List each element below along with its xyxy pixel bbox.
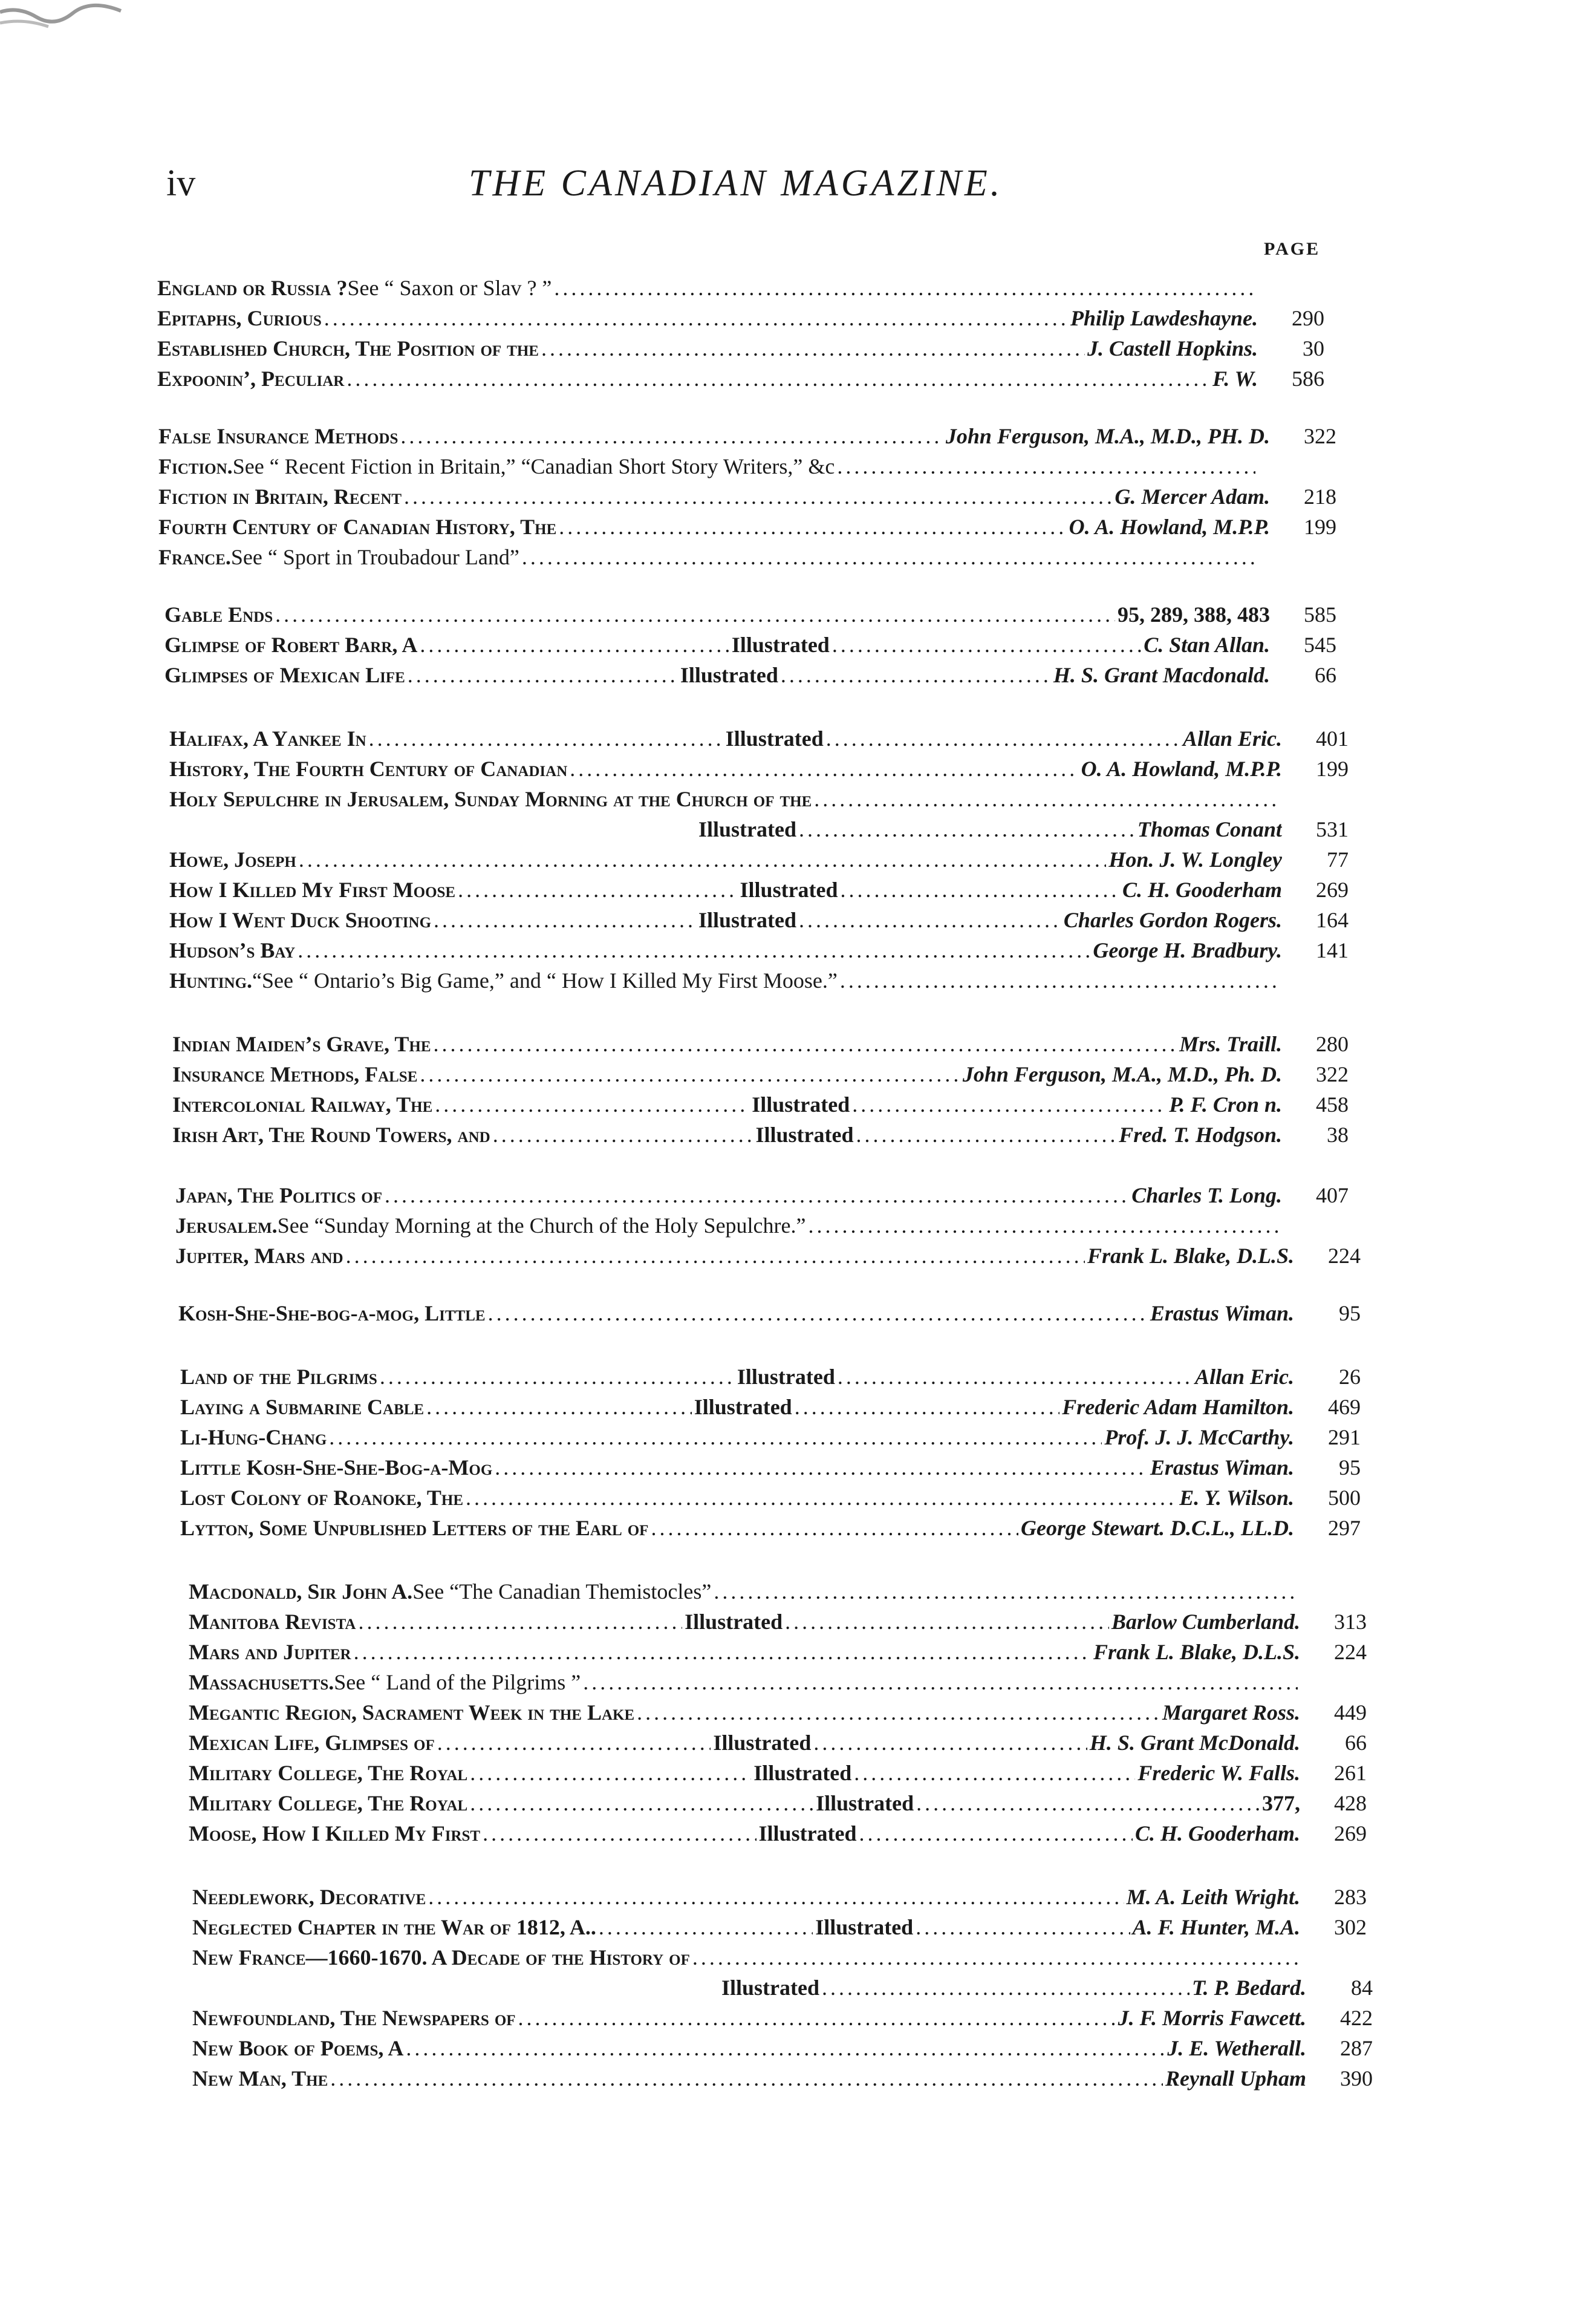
entry-page-number: 586 — [1292, 367, 1324, 391]
index-entry — [172, 1092, 1282, 1122]
entry-page-number: 531 — [1316, 817, 1349, 841]
entry-title: Lost Colony of Roanoke, The — [180, 1486, 464, 1510]
entry-page-number: 26 — [1339, 1365, 1361, 1389]
entry-cross-reference: See “ Sport in Troubadour Land” — [230, 545, 519, 569]
dot-leader — [813, 1730, 1087, 1755]
illustrated-label: Illustrated — [731, 633, 830, 657]
entry-author: George H. Bradbury. — [1093, 938, 1282, 962]
entry-page-number: 199 — [1304, 515, 1336, 539]
entry-page-number: 287 — [1340, 2036, 1373, 2060]
entry-title: Established Church, The Position of the — [157, 336, 539, 361]
dot-leader — [369, 726, 723, 751]
index-entry — [189, 1760, 1300, 1790]
entry-extra-pages: 377, — [1262, 1791, 1300, 1815]
dot-leader — [583, 1670, 1298, 1695]
illustrated-label: Illustrated — [758, 1821, 857, 1846]
dot-leader — [781, 662, 1051, 688]
entry-author: John Ferguson, M.A., M.D., PH. D. — [945, 424, 1270, 448]
dot-leader — [434, 1031, 1177, 1057]
dot-leader — [330, 2066, 1163, 2091]
entry-title: Li-Hung-Chang — [180, 1425, 327, 1449]
entry-page-number: 283 — [1334, 1885, 1367, 1909]
entry-title: New France—1660-1670. A Decade of the History of — [192, 1945, 690, 1970]
entry-page-number: 422 — [1340, 2006, 1373, 2030]
entry-extra-pages: 95, 289, 388, 483 — [1118, 602, 1270, 627]
index-entry — [157, 366, 1258, 396]
dot-leader — [554, 275, 1255, 301]
entry-author: Frank L. Blake, D.L.S. — [1093, 1640, 1300, 1664]
entry-title: Needlework, Decorative — [192, 1885, 426, 1909]
entry-author: Prof. J. J. McCarthy. — [1104, 1425, 1294, 1449]
entry-title: Newfoundland, The Newspapers of — [192, 2006, 516, 2030]
entry-title: Military College, The Royal — [189, 1761, 468, 1785]
page-folio: iv — [166, 163, 196, 204]
entry-page-number: 390 — [1340, 2066, 1373, 2091]
entry-title: Manitoba Revista — [189, 1610, 356, 1634]
entry-title: Irish Art, The Round Towers, and — [172, 1123, 490, 1147]
dot-leader — [299, 847, 1106, 872]
entry-page-number: 95 — [1339, 1455, 1361, 1480]
dot-leader — [483, 1821, 756, 1846]
entry-title: Fourth Century of Canadian History, The — [158, 515, 557, 539]
entry-author: Philip Lawdeshayne. — [1070, 306, 1258, 330]
dot-leader — [470, 1760, 751, 1786]
dot-leader — [358, 1609, 682, 1634]
index-entry — [158, 484, 1270, 514]
index-entry — [175, 1183, 1282, 1213]
illustrated-label: Illustrated — [713, 1731, 812, 1755]
entry-author: C. H. Gooderham. — [1134, 1821, 1300, 1846]
entry-author: Charles Gordon Rogers. — [1063, 908, 1282, 932]
page-column-label: PAGE — [1264, 239, 1321, 259]
dot-leader — [795, 1394, 1060, 1420]
entry-author: Charles T. Long. — [1131, 1183, 1282, 1207]
entry-page-number: 322 — [1304, 424, 1336, 448]
dot-leader — [354, 1639, 1091, 1665]
index-entry — [189, 1730, 1300, 1760]
index-entry — [175, 1213, 1282, 1243]
entry-title: Mexican Life, Glimpses of — [189, 1731, 435, 1755]
entry-title: Moose, How I Killed My First — [189, 1821, 481, 1846]
dot-leader — [426, 1394, 692, 1420]
index-entry — [180, 1425, 1294, 1455]
entry-author: Frederic Adam Hamilton. — [1062, 1395, 1294, 1419]
dot-leader — [346, 1243, 1085, 1268]
dot-leader — [854, 1760, 1135, 1786]
entry-author: P. F. Cron n. — [1169, 1092, 1282, 1117]
index-entry — [169, 726, 1282, 756]
entry-page-number: 428 — [1334, 1791, 1367, 1815]
entry-author: G. Mercer Adam. — [1115, 485, 1270, 509]
entry-title: Epitaphs, Curious — [157, 306, 322, 330]
entry-page-number: 545 — [1304, 633, 1336, 657]
entry-page-number: 401 — [1316, 726, 1349, 751]
index-entry — [169, 938, 1282, 968]
dot-leader — [420, 1062, 960, 1087]
entry-page-number: 199 — [1316, 757, 1349, 781]
entry-page-number: 313 — [1334, 1610, 1367, 1634]
entry-author: O. A. Howland, M.P.P. — [1069, 515, 1270, 539]
entry-title: Glimpse of Robert Barr, A — [164, 633, 418, 657]
illustrated-label: Illustrated — [816, 1791, 914, 1815]
entry-title: Jerusalem. — [175, 1213, 278, 1238]
magazine-title: THE CANADIAN MAGAZINE. — [469, 163, 1003, 204]
entry-author: H. S. Grant McDonald. — [1089, 1731, 1300, 1755]
entry-author: O. A. Howland, M.P.P. — [1081, 757, 1282, 781]
illustrated-label: Illustrated — [752, 1092, 850, 1117]
index-entry — [175, 1243, 1294, 1273]
entry-author: E. Y. Wilson. — [1179, 1486, 1294, 1510]
entry-page-number: 66 — [1315, 663, 1336, 687]
entry-page-number: 302 — [1334, 1915, 1367, 1939]
entry-title: Macdonald, Sir John A. — [189, 1579, 413, 1604]
index-entry — [192, 1945, 1300, 1975]
entry-page-number: 30 — [1303, 336, 1324, 361]
entry-author: Reynall Upham — [1165, 2066, 1306, 2091]
entry-page-number: 500 — [1328, 1486, 1361, 1510]
entry-page-number: 95 — [1339, 1301, 1361, 1325]
index-entry — [189, 1579, 1300, 1609]
index-entry — [189, 1670, 1300, 1700]
entry-page-number: 585 — [1304, 602, 1336, 627]
entry-page-number: 269 — [1334, 1821, 1367, 1846]
index-entry — [192, 1914, 1300, 1945]
index-entry — [180, 1364, 1294, 1394]
entry-title: Expoonin’, Peculiar — [157, 367, 345, 391]
entry-title: Halifax, A Yankee In — [169, 726, 366, 751]
entry-title: Land of the Pilgrims — [180, 1365, 377, 1389]
entry-title: England or Russia ? — [157, 276, 348, 300]
entry-title: Lytton, Some Unpublished Letters of the Earl of — [180, 1516, 649, 1540]
entry-author: Frank L. Blake, D.L.S. — [1087, 1244, 1294, 1268]
dot-leader — [785, 1609, 1109, 1634]
illustrated-label: Illustrated — [721, 1976, 819, 2000]
entry-page-number: 458 — [1316, 1092, 1349, 1117]
dot-leader — [518, 2005, 1116, 2031]
dot-leader — [404, 484, 1112, 509]
dot-leader — [859, 1821, 1133, 1846]
entry-title: Neglected Chapter in the War of 1812, A.. — [192, 1915, 596, 1939]
entry-author: Margaret Ross. — [1162, 1700, 1300, 1725]
entry-page-number: 297 — [1328, 1516, 1361, 1540]
illustrated-label: Illustrated — [725, 726, 824, 751]
entry-title: Glimpses of Mexican Life — [164, 663, 405, 687]
entry-author: Allan Eric. — [1194, 1365, 1294, 1389]
illustrated-label: Illustrated — [737, 1365, 835, 1389]
dot-leader — [840, 968, 1280, 993]
dot-leader — [799, 817, 1135, 842]
index-entry — [192, 1884, 1300, 1914]
dot-leader — [488, 1301, 1148, 1326]
entry-cross-reference: See “ Recent Fiction in Britain,” “Canadian Short Story Writers,” &c — [232, 454, 835, 478]
entry-author: J. E. Wetherall. — [1167, 2036, 1306, 2060]
dot-leader — [852, 1092, 1167, 1117]
dot-leader — [808, 1213, 1280, 1238]
entry-page-number: 290 — [1292, 306, 1324, 330]
dot-leader — [916, 1914, 1130, 1940]
entry-title: Hunting. — [169, 968, 253, 993]
illustrated-label: Illustrated — [698, 908, 796, 932]
index-entry — [189, 1790, 1300, 1821]
entry-page-number: 224 — [1328, 1244, 1361, 1268]
entry-title: Insurance Methods, False — [172, 1062, 418, 1086]
index-entry — [698, 817, 1282, 847]
illustrated-label: Illustrated — [680, 663, 778, 687]
entry-title: Gable Ends — [164, 602, 273, 627]
dot-leader — [692, 1945, 1298, 1970]
index-entry — [157, 275, 1258, 305]
illustrated-label: Illustrated — [740, 878, 838, 902]
index-entry — [169, 847, 1282, 877]
entry-page-number: 291 — [1328, 1425, 1361, 1449]
entry-author: John Ferguson, M.A., M.D., Ph. D. — [962, 1062, 1282, 1086]
entry-page-number: 218 — [1304, 485, 1336, 509]
dot-leader — [714, 1579, 1298, 1604]
index-entry — [157, 305, 1258, 336]
dot-leader — [408, 662, 678, 688]
entry-title: New Book of Poems, A — [192, 2036, 404, 2060]
index-entry — [158, 423, 1270, 454]
index-entry — [189, 1821, 1300, 1851]
index-entry — [172, 1031, 1282, 1062]
dot-leader — [458, 877, 737, 903]
dot-leader — [837, 454, 1255, 479]
dot-leader — [493, 1122, 753, 1147]
index-entry — [192, 2035, 1306, 2066]
entry-title: False Insurance Methods — [158, 424, 399, 448]
entry-page-number: 407 — [1316, 1183, 1349, 1207]
illustrated-label: Illustrated — [694, 1395, 792, 1419]
index-entry — [158, 544, 1258, 575]
entry-author: Thomas Conant — [1137, 817, 1282, 841]
entry-title: Howe, Joseph — [169, 847, 296, 872]
dot-leader — [406, 2035, 1165, 2061]
entry-author: Frederic W. Falls. — [1137, 1761, 1300, 1785]
index-entry — [164, 602, 1270, 632]
index-entry — [189, 1700, 1300, 1730]
entry-author: Barlow Cumberland. — [1111, 1610, 1300, 1634]
dot-leader — [559, 514, 1066, 540]
index-entry — [158, 454, 1258, 484]
index-entry — [180, 1485, 1294, 1515]
dot-leader — [522, 544, 1255, 570]
entry-title: Massachusetts. — [189, 1670, 334, 1694]
dot-leader — [651, 1515, 1018, 1541]
dot-leader — [329, 1425, 1102, 1450]
entry-page-number: 84 — [1351, 1976, 1373, 2000]
entry-title: Military College, The Royal — [189, 1791, 468, 1815]
index-entry — [180, 1394, 1294, 1425]
entry-page-number: 449 — [1334, 1700, 1367, 1725]
index-entry — [169, 877, 1282, 907]
dot-leader — [466, 1485, 1177, 1510]
dot-leader — [832, 632, 1141, 658]
dot-leader — [826, 726, 1180, 751]
entry-title: New Man, The — [192, 2066, 328, 2091]
entry-author: Erastus Wiman. — [1150, 1455, 1294, 1480]
entry-author: A. F. Hunter, M.A. — [1132, 1915, 1300, 1939]
entry-title: Megantic Region, Sacrament Week in the Lake — [189, 1700, 635, 1725]
entry-title: History, The Fourth Century of Canadian — [169, 757, 568, 781]
entry-author: T. P. Bedard. — [1191, 1976, 1306, 2000]
dot-leader — [856, 1122, 1116, 1147]
index-entry — [189, 1609, 1300, 1639]
illustrated-label: Illustrated — [685, 1610, 783, 1634]
illustrated-label: Illustrated — [753, 1761, 852, 1785]
entry-author: Fred. T. Hodgson. — [1119, 1123, 1282, 1147]
dot-leader — [570, 756, 1078, 782]
illustrated-label: Illustrated — [698, 817, 796, 841]
dot-leader — [495, 1455, 1148, 1480]
illustrated-label: Illustrated — [755, 1123, 854, 1147]
entry-title: Fiction in Britain, Recent — [158, 485, 402, 509]
entry-cross-reference: See “ Saxon or Slav ? ” — [347, 276, 552, 300]
entry-title: Intercolonial Railway, The — [172, 1092, 433, 1117]
entry-author: C. H. Gooderham — [1122, 878, 1282, 902]
dot-leader — [822, 1975, 1189, 2000]
dot-leader — [434, 907, 696, 933]
index-entry — [164, 662, 1270, 693]
entry-page-number: 38 — [1327, 1123, 1349, 1147]
dot-leader — [347, 366, 1210, 391]
entry-cross-reference: See “Sunday Morning at the Church of the Holy Sepulchre.” — [277, 1213, 806, 1238]
dot-leader — [814, 786, 1280, 812]
entry-author: Hon. J. W. Longley — [1108, 847, 1282, 872]
index-entry — [192, 2005, 1306, 2035]
dot-leader — [470, 1790, 813, 1816]
illustrated-label: Illustrated — [815, 1915, 914, 1939]
dot-leader — [380, 1364, 735, 1389]
entry-title: Holy Sepulchre in Jerusalem, Sunday Morning at the Church of the — [169, 787, 812, 811]
dot-leader — [420, 632, 729, 658]
dot-leader — [541, 336, 1085, 361]
entry-author: M. A. Leith Wright. — [1126, 1885, 1300, 1909]
index-entry — [180, 1515, 1294, 1546]
index-entry — [721, 1975, 1306, 2005]
index-entry — [172, 1062, 1282, 1092]
entry-author: J. F. Morris Fawcett. — [1118, 2006, 1306, 2030]
index-entry — [172, 1122, 1282, 1152]
dot-leader — [400, 423, 943, 449]
entry-title: How I Went Duck Shooting — [169, 908, 432, 932]
index-entry — [169, 968, 1282, 998]
entry-cross-reference: “See “ Ontario’s Big Game,” and “ How I Killed My First Moose.” — [252, 968, 838, 993]
entry-cross-reference: See “The Canadian Themistocles” — [412, 1579, 712, 1604]
entry-author: F. W. — [1212, 367, 1258, 391]
entry-title: Hudson’s Bay — [169, 938, 296, 962]
index-entry — [157, 336, 1258, 366]
index-entry — [158, 514, 1270, 544]
entry-author: H. S. Grant Macdonald. — [1053, 663, 1270, 687]
entry-cross-reference: See “ Land of the Pilgrims ” — [334, 1670, 581, 1694]
dot-leader — [916, 1790, 1260, 1816]
index-entry — [178, 1301, 1294, 1331]
dot-leader — [838, 1364, 1193, 1389]
entry-title: Mars and Jupiter — [189, 1640, 351, 1664]
dot-leader — [599, 1914, 813, 1940]
entry-page-number: 469 — [1328, 1395, 1361, 1419]
entry-author: Allan Eric. — [1182, 726, 1282, 751]
dot-leader — [637, 1700, 1160, 1725]
dot-leader — [841, 877, 1120, 903]
dot-leader — [275, 602, 1115, 627]
index-entry — [192, 2066, 1306, 2096]
dot-leader — [324, 305, 1068, 331]
dot-leader — [437, 1730, 711, 1755]
entry-author: J. Castell Hopkins. — [1087, 336, 1258, 361]
entry-title: Little Kosh-She-She-Bog-a-Mog — [180, 1455, 493, 1480]
entry-title: Indian Maiden’s Grave, The — [172, 1032, 431, 1056]
index-entry — [169, 786, 1282, 817]
entry-author: C. Stan Allan. — [1144, 633, 1270, 657]
entry-title: Laying a Submarine Cable — [180, 1395, 425, 1419]
dot-leader — [799, 907, 1061, 933]
entry-author: Mrs. Traill. — [1179, 1032, 1282, 1056]
entry-title: How I Killed My First Moose — [169, 878, 456, 902]
entry-author: Erastus Wiman. — [1150, 1301, 1294, 1325]
dot-leader — [435, 1092, 749, 1117]
entry-page-number: 77 — [1327, 847, 1349, 872]
entry-title: Japan, The Politics of — [175, 1183, 382, 1207]
entry-title: Jupiter, Mars and — [175, 1244, 343, 1268]
dot-leader — [385, 1183, 1129, 1208]
index-entry — [189, 1639, 1300, 1670]
entry-page-number: 269 — [1316, 878, 1349, 902]
entry-page-number: 141 — [1316, 938, 1349, 962]
dot-leader — [298, 938, 1090, 963]
index-entry — [169, 907, 1282, 938]
entry-page-number: 224 — [1334, 1640, 1367, 1664]
entry-author: George Stewart. D.C.L., LL.D. — [1021, 1516, 1294, 1540]
entry-page-number: 66 — [1345, 1731, 1367, 1755]
index-entry — [169, 756, 1282, 786]
entry-title: France. — [158, 545, 231, 569]
entry-title: Kosh-She-She-bog-a-mog, Little — [178, 1301, 486, 1325]
dot-leader — [428, 1884, 1124, 1910]
index-entry — [180, 1455, 1294, 1485]
entry-page-number: 261 — [1334, 1761, 1367, 1785]
entry-title: Fiction. — [158, 454, 233, 478]
entry-page-number: 164 — [1316, 908, 1349, 932]
entry-page-number: 280 — [1316, 1032, 1349, 1056]
entry-page-number: 322 — [1316, 1062, 1349, 1086]
index-entry — [164, 632, 1270, 662]
